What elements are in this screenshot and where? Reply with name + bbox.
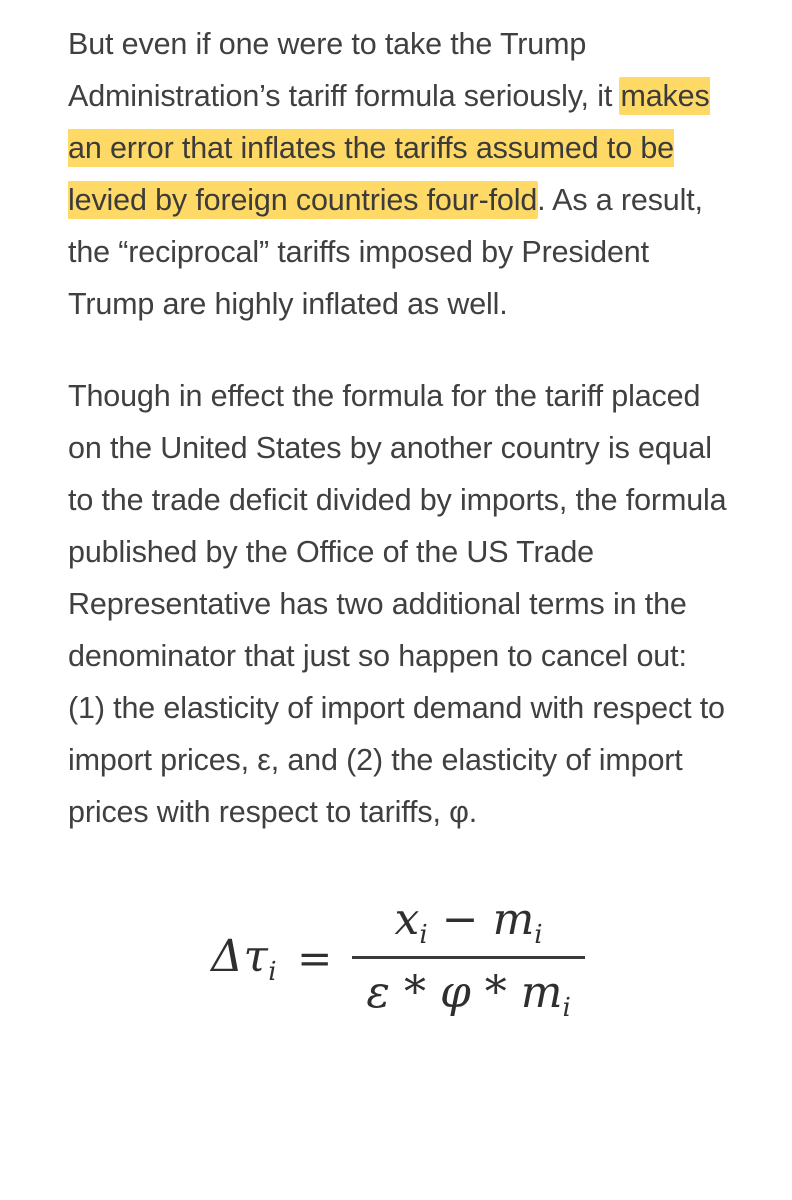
formula-fraction	[352, 894, 585, 1023]
denominator-first-symbol: ε	[366, 967, 390, 1019]
formula-block	[68, 894, 728, 1023]
paragraph-1-segment-3: . As a result, the “reciprocal” tariffs imposed by President Trump are highly inflated as well.	[68, 183, 703, 321]
formula-lhs-subscript: i	[268, 956, 278, 987]
paragraph-1-highlighted-text: makes an error that inflates the tariffs assumed to be levied by foreign countries four-fold	[68, 79, 710, 217]
formula-denominator	[352, 967, 585, 1023]
denominator-operator-2: *	[484, 967, 507, 1019]
numerator-operator: −	[441, 894, 479, 945]
tariff-formula	[211, 894, 585, 1023]
formula-equals-sign: =	[297, 934, 333, 984]
formula-fraction-bar	[352, 956, 585, 959]
numerator-right-symbol: m	[492, 894, 535, 945]
formula-numerator	[381, 894, 557, 950]
denominator-third-symbol: m	[520, 967, 563, 1019]
numerator-left-symbol: x	[394, 894, 420, 945]
denominator-third-subscript: i	[562, 993, 571, 1024]
numerator-left-subscript: i	[419, 920, 428, 951]
paragraph-1	[68, 18, 728, 330]
denominator-operator-1: *	[403, 967, 426, 1019]
formula-left-hand-side	[211, 931, 277, 987]
formula-lhs-symbol: Δτ	[211, 930, 269, 982]
denominator-second-symbol: φ	[439, 967, 471, 1019]
numerator-right-subscript: i	[534, 920, 543, 951]
paragraph-2: Though in effect the formula for the tariff placed on the United States by another country is equal to the trade deficit divided by imports, the formula published by the Office of the US Trade Representative has two additional terms in the denominator that just so happen to cancel out: (1) the elasticity of import demand with respect to import prices, ε, and (2) the elasticity of import prices with respect to tariffs, φ.	[68, 379, 727, 829]
paragraph-1-segment-1: But even if one were to take the Trump Administration’s tariff formula seriously, it	[68, 27, 621, 113]
